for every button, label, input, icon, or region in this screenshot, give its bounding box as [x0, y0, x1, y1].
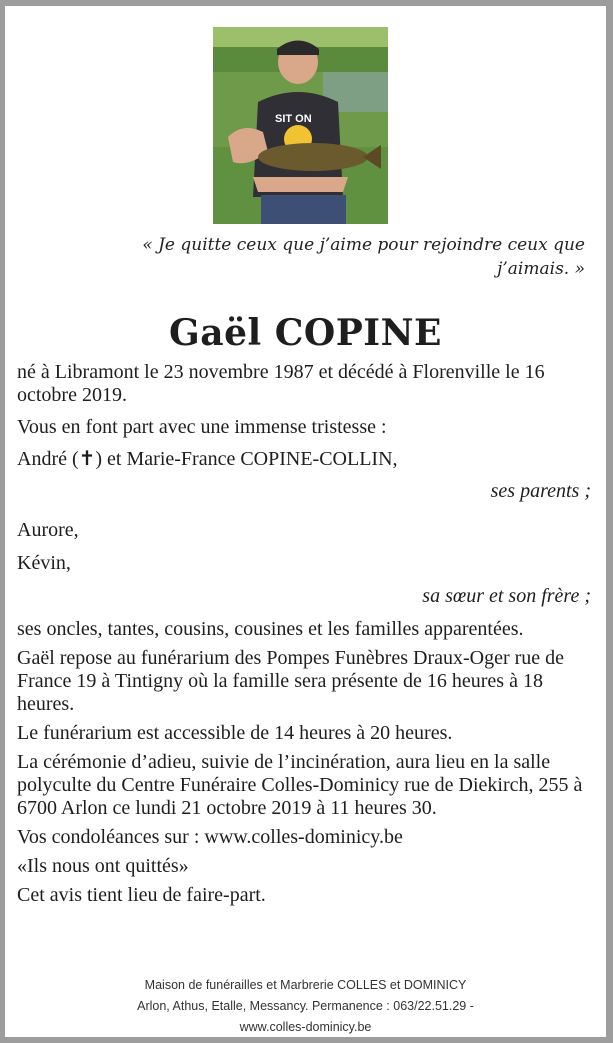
footer-website: www.colles-dominicy.be	[239, 1020, 372, 1034]
siblings-label: sa sœur et son frère ;	[422, 585, 591, 607]
condolences-text: Vos condoléances sur : www.colles-dominicy.be	[17, 826, 403, 848]
footer-line: Maison de funérailles et Marbrerie COLLES et DOMINICY	[144, 978, 467, 992]
relatives-text: ses oncles, tantes, cousins, cousines et les familles apparentées.	[17, 618, 524, 640]
birth-death: né à Libramont le 23 novembre 1987 et décédé à Florenville le 16 octobre 2019.	[17, 361, 545, 406]
deceased-name: Gaël COPINE	[169, 312, 442, 354]
notice-text: Cet avis tient lieu de faire-part.	[17, 884, 266, 906]
obituary-card	[5, 6, 606, 1037]
sibling-name: Kévin,	[17, 552, 71, 574]
quote: « Je quitte ceux que j’aime pour rejoindre ceux que j’aimais. »	[142, 235, 585, 279]
portrait-photo-icon	[213, 27, 388, 224]
visitation-text: Gaël repose au funérarium des Pompes Funèbres Draux-Oger rue de France 19 à Tintigny où la famille sera présente de 16 heures à 18 heures.	[17, 647, 565, 715]
hours-text: Le funérarium est accessible de 14 heures à 20 heures.	[17, 722, 453, 744]
ceremony-text: La cérémonie d’adieu, suivie de l’incinération, aura lieu en la salle polyculte du Centre Funéraire Colles-Dominicy rue de Diekirch, 255 à 6700 Arlon ce lundi 21 octobre 2019 à 11 heures 30.	[17, 751, 583, 819]
sibling-name: Aurore,	[17, 519, 79, 541]
intro-text: Vous en font part avec une immense tristesse :	[17, 416, 387, 438]
gone-text: «Ils nous ont quittés»	[17, 855, 189, 877]
svg-text:SIT ON: SIT ON	[275, 113, 312, 125]
funeral-home-footer	[5, 975, 606, 1038]
obituary-body	[17, 361, 591, 907]
footer-line: Arlon, Athus, Etalle, Messancy. Permanence : 063/22.51.29 -	[137, 999, 474, 1013]
parents-names: André (✝) et Marie-France COPINE-COLLIN,	[17, 448, 398, 470]
portrait-photo	[213, 27, 388, 224]
parents-label: ses parents ;	[490, 480, 591, 502]
